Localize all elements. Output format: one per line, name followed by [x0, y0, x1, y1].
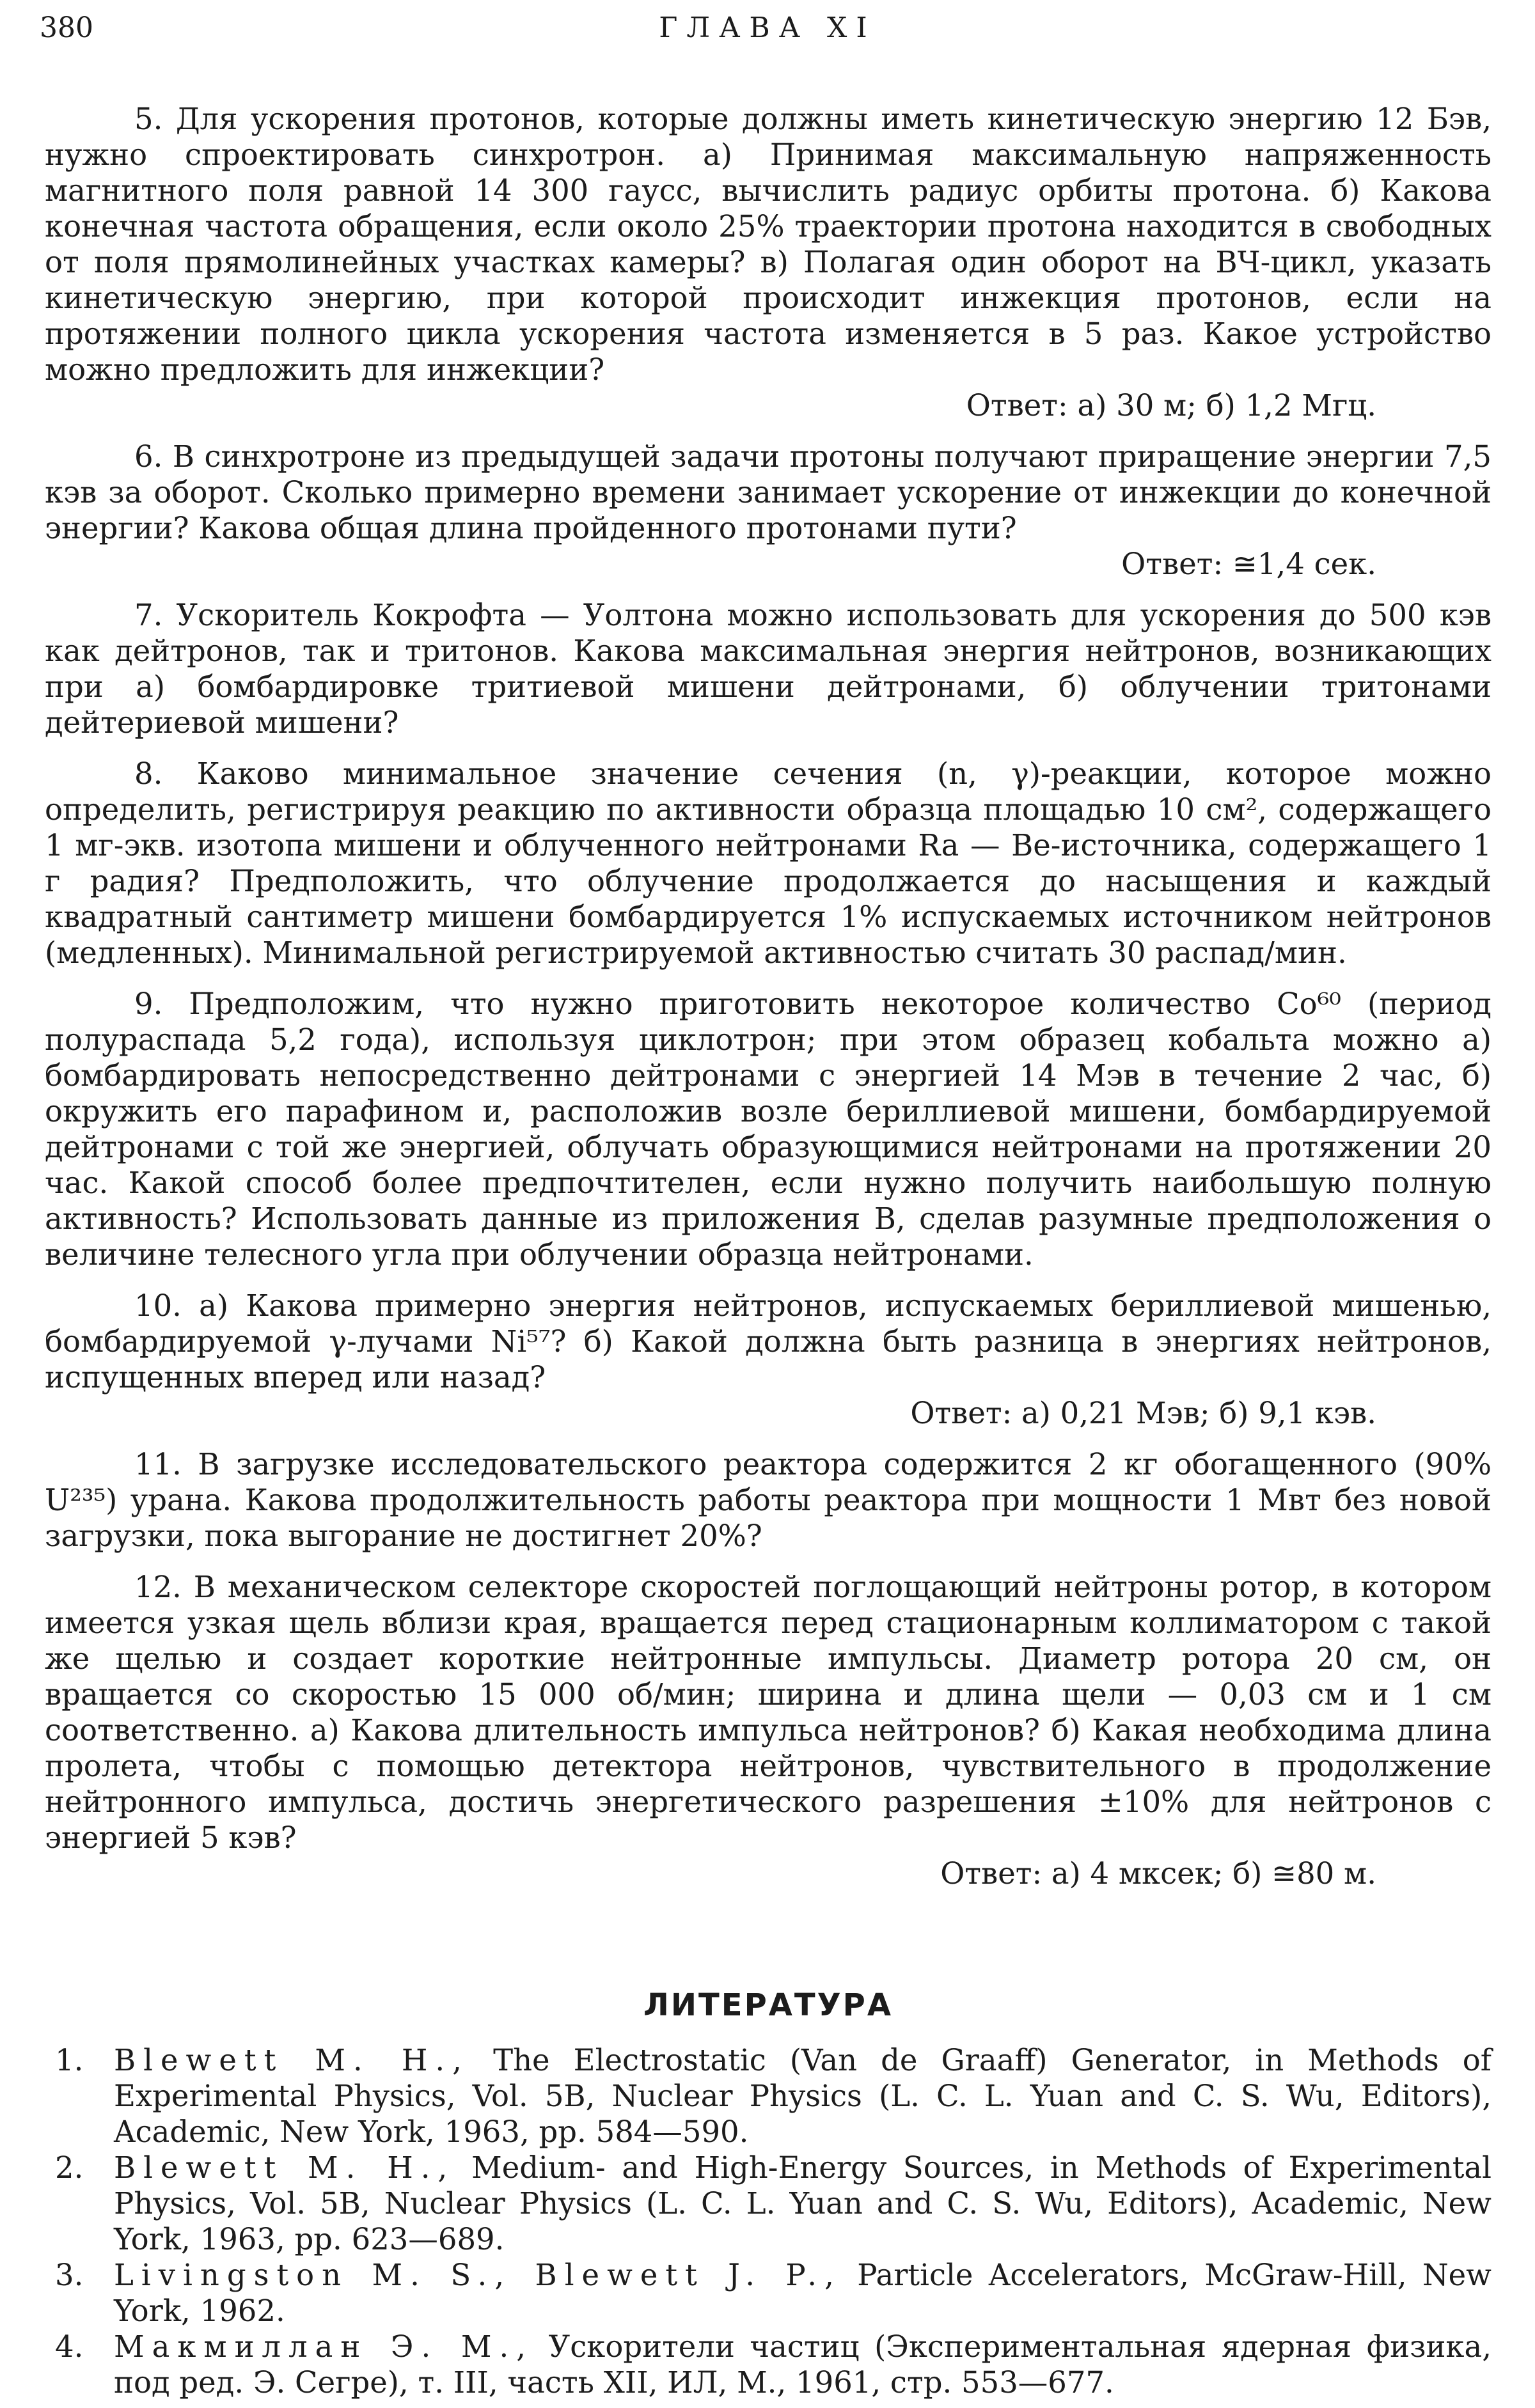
running-header — [40, 12, 1495, 45]
answer-5: Ответ: а) 30 м; б) 1,2 Мгц. — [966, 388, 1376, 423]
reference-number: 3. — [55, 2258, 84, 2292]
literature-heading: ЛИТЕРАТУРА — [643, 1987, 893, 2023]
reference-details: The Electrostatic (Van de Graaff) Generator, in Methods of Experimental Physics, Vol. 5B, Nuclear Physics (L. C. L. Yuan and C. S. Wu, Editors), Academic, New York, 1963, pp. 584—590. — [114, 2043, 1492, 2149]
chapter-title: ГЛАВА XI — [659, 12, 876, 44]
problem-7: 7. Ускоритель Кокрофта — Уолтона можно использовать для ускорения до 500 кэв как дейтронов, так и тритонов. Какова максимальная энергия нейтронов, возникающих при а) бомбардировке тритиевой мишени дейтронами, б) облучении тритонами дейтериевой мишени? — [45, 598, 1492, 740]
problem-10: 10. а) Какова примерно энергия нейтронов, испускаемых бериллиевой мишенью, бомбардируемой γ-лучами Ni⁵⁷? б) Какой должна быть разница в энергиях нейтронов, испущенных вперед или назад? — [45, 1288, 1492, 1395]
reference-author: Blewett M. H., — [114, 2043, 469, 2077]
reference-author: Livingston M. S., Blewett J. P., — [114, 2258, 842, 2292]
answer-6: Ответ: ≅1,4 сек. — [1121, 547, 1376, 581]
answer-10: Ответ: а) 0,21 Мэв; б) 9,1 кэв. — [910, 1396, 1376, 1430]
reference-4 — [45, 2329, 1492, 2400]
reference-3 — [45, 2257, 1492, 2329]
reference-details: Ускорители частиц (Экспериментальная ядерная физика, под ред. Э. Сегре), т. III, часть XII, ИЛ, М., 1961, стр. 553—677. — [114, 2329, 1492, 2400]
reference-number: 2. — [55, 2150, 84, 2185]
problem-9: 9. Предположим, что нужно приготовить некоторое количество Co⁶⁰ (период полураспада 5,2 года), используя циклотрон; при этом образец кобальта можно а) бомбардировать непосредственно дейтронами с энергией 14 Мэв в течение 2 час, б) окружить его парафином и, расположив возле бериллиевой мишени, бомбардируемой дейтронами с той же энергией, облучать образующимися нейтронами на протяжении 20 час. Какой способ более предпочтителен, если нужно получить наибольшую полную активность? Использовать данные из приложения В, сделав разумные предположения о величине телесного угла при облучении образца нейтронами. — [45, 987, 1492, 1272]
reference-2 — [45, 2150, 1492, 2257]
page-body — [45, 101, 1492, 2400]
page-number: 380 — [40, 12, 93, 44]
problem-6: 6. В синхротроне из предыдущей задачи протоны получают приращение энергии 7,5 кэв за оборот. Сколько примерно времени занимает ускорение от инжекции до конечной энергии? Какова общая длина пройденного протонами пути? — [45, 439, 1492, 545]
problem-8: 8. Каково минимальное значение сечения (n, γ)-реакции, которое можно определить, регистрируя реакцию по активности образца площадью 10 см², содержащего 1 мг-экв. изотопа мишени и облученного нейтронами Ra — Be-источника, содержащего 1 г радия? Предположить, что облучение продолжается до насыщения и каждый квадратный сантиметр мишени бомбардируется 1% испускаемых источником нейтронов (медленных). Минимальной регистрируемой активностью считать 30 распад/мин. — [45, 756, 1492, 970]
answer-12: Ответ: а) 4 мксек; б) ≅80 м. — [940, 1856, 1376, 1891]
reference-author: Blewett M. H., — [114, 2150, 455, 2185]
reference-1 — [45, 2042, 1492, 2150]
reference-number: 4. — [55, 2329, 84, 2364]
reference-number: 1. — [55, 2043, 84, 2077]
problem-12: 12. В механическом селекторе скоростей поглощающий нейтроны ротор, в котором имеется узкая щель вблизи края, вращается перед стационарным коллиматором с такой же щелью и создает короткие нейтронные импульсы. Диаметр ротора 20 см, он вращается со скоростью 15 000 об/мин; ширина и длина щели — 0,03 см и 1 см соответственно. а) Какова длительность импульса нейтронов? б) Какая необходима длина пролета, чтобы с помощью детектора нейтронов, чувствительного в продолжение нейтронного импульса, достичь энергетического разрешения ±10% для нейтронов с энергией 5 кэв? — [45, 1570, 1492, 1855]
problem-11: 11. В загрузке исследовательского реактора содержится 2 кг обогащенного (90% U²³⁵) урана. Какова продолжительность работы реактора при мощности 1 Мвт без новой загрузки, пока выгорание не достигнет 20%? — [45, 1447, 1492, 1553]
reference-author: Макмиллан Э. М., — [114, 2329, 534, 2364]
reference-details: Particle Accelerators, McGraw-Hill, New York, 1962. — [114, 2258, 1492, 2328]
reference-details: Medium- and High-Energy Sources, in Methods of Experimental Physics, Vol. 5B, Nuclear Physics (L. C. L. Yuan and C. S. Wu, Editors), Academic, New York, 1963, pp. 623—689. — [114, 2150, 1492, 2256]
problem-5: 5. Для ускорения протонов, которые должны иметь кинетическую энергию 12 Бэв, нужно спроектировать синхротрон. а) Принимая максимальную напряженность магнитного поля равной 14 300 гаусс, вычислить радиус орбиты протона. б) Какова конечная частота обращения, если около 25% траектории протона находится в свободных от поля прямолинейных участках камеры? в) Полагая один оборот на ВЧ-цикл, указать кинетическую энергию, при которой происходит инжекция протонов, если на протяжении полного цикла ускорения частота изменяется в 5 раз. Какое устройство можно предложить для инжекции? — [45, 102, 1492, 387]
